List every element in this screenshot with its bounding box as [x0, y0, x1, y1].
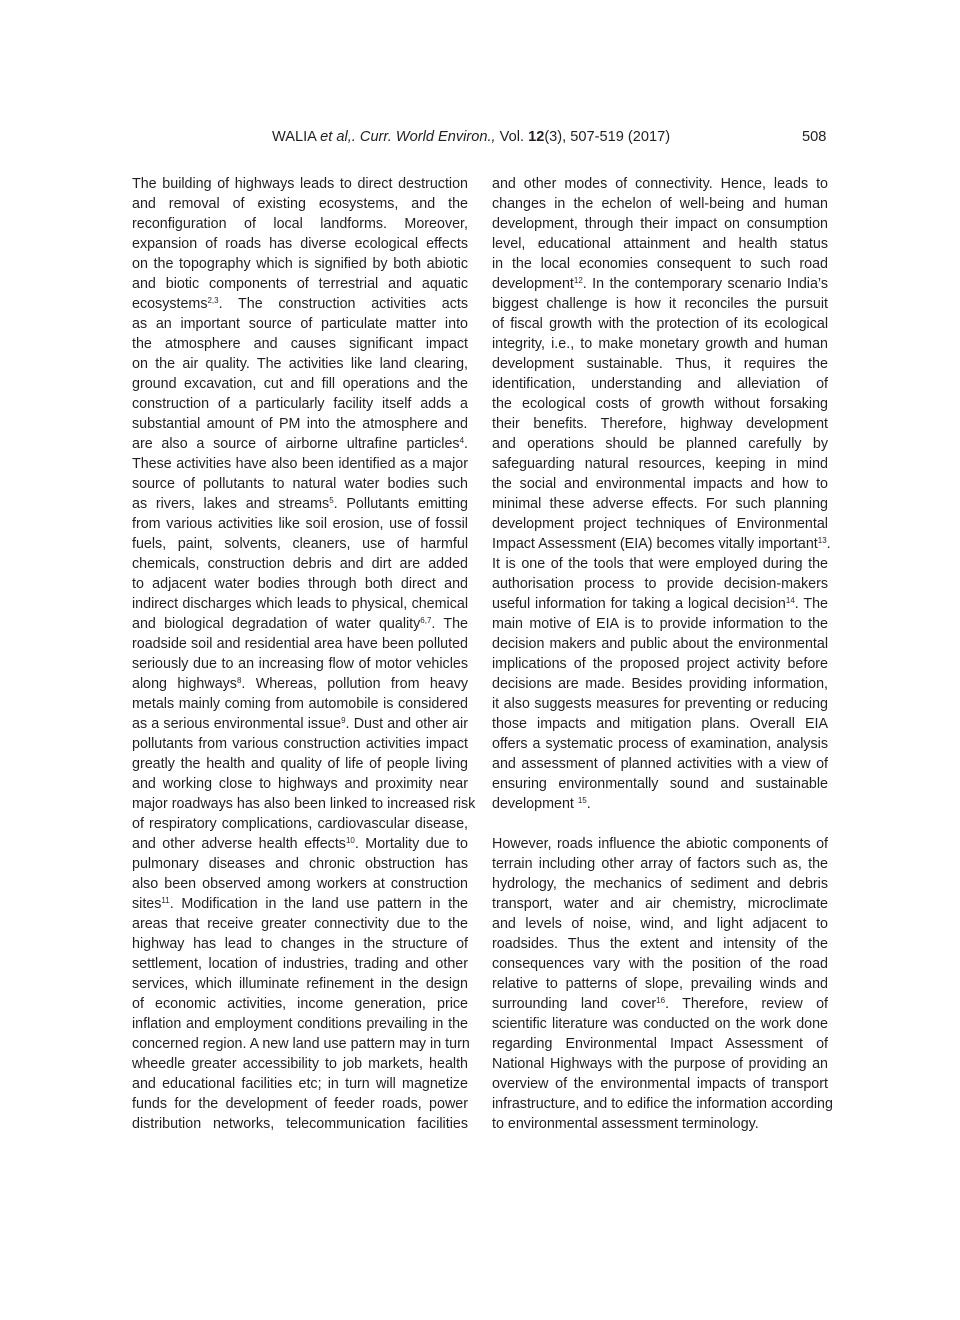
line-text: development sustainable. Thus, it requires the — [492, 356, 828, 372]
running-header — [0, 129, 960, 151]
text-line — [492, 1114, 828, 1134]
line-text: minimal these adverse effects. For such planning — [492, 496, 828, 512]
line-text: the social and environmental impacts and how to — [492, 476, 828, 492]
text-line — [492, 394, 828, 414]
line-text: major roadways has also been linked to increased risk — [132, 796, 476, 812]
line-text: to environmental assessment terminology. — [492, 1116, 759, 1132]
line-text: construction of a particularly facility itself adds a — [132, 396, 468, 412]
text-line — [492, 274, 828, 294]
line-text: wheedle greater accessibility to job markets, health — [132, 1056, 468, 1072]
line-text: consequences vary with the position of the road — [492, 956, 828, 972]
line-text-cont: . The — [431, 616, 468, 632]
text-line — [492, 1014, 828, 1034]
line-text: ground excavation, cut and fill operations and the — [132, 376, 468, 392]
line-text: substantial amount of PM into the atmosphere and — [132, 416, 468, 432]
line-text-cont: . In the contemporary scenario India’s — [582, 276, 828, 292]
text-line — [492, 714, 828, 734]
text-line — [132, 994, 468, 1014]
line-text: fuels, paint, solvents, cleaners, use of harmful — [132, 536, 468, 552]
text-line — [132, 1074, 468, 1094]
text-line — [132, 334, 468, 354]
text-line — [492, 794, 828, 814]
citation-superscript: 14 — [785, 596, 795, 605]
line-text: and biotic components of terrestrial and aquatic — [132, 276, 468, 292]
line-text: are also a source of airborne ultrafine particles — [132, 436, 460, 452]
line-text: pulmonary diseases and chronic obstruction has — [132, 856, 468, 872]
line-text: regarding Environmental Impact Assessment of — [492, 1036, 828, 1052]
citation-superscript: 11 — [161, 896, 170, 905]
line-text: integrity, i.e., to make monetary growth and human — [492, 336, 828, 352]
line-text: The building of highways leads to direct destruction — [132, 176, 468, 192]
citation-superscript: 15 — [577, 796, 587, 805]
text-line — [492, 174, 828, 194]
line-text: sites — [132, 896, 162, 912]
text-line — [132, 314, 468, 334]
text-line — [132, 934, 468, 954]
text-line — [492, 874, 828, 894]
line-text: as an important source of particulate matter into — [132, 316, 468, 332]
line-text: decision makers and public about the environmental — [492, 636, 828, 652]
line-text: decisions are made. Besides providing information, — [492, 676, 828, 692]
line-text-cont: . — [464, 436, 468, 452]
text-line — [132, 174, 468, 194]
line-text: and biological degradation of water quality — [132, 616, 421, 632]
line-text-cont: . Pollutants emitting — [333, 496, 469, 512]
line-text: of fiscal growth with the protection of its ecological — [492, 316, 828, 332]
line-text: surrounding land cover — [492, 996, 657, 1012]
text-line — [492, 414, 828, 434]
line-text: authorisation process to provide decision-makers — [492, 576, 828, 592]
volume-number: 12 — [528, 129, 545, 145]
citation-superscript: 16 — [656, 996, 666, 1005]
text-line — [132, 534, 468, 554]
line-text: greatly the health and quality of life of people living — [132, 756, 468, 772]
text-line — [132, 654, 468, 674]
line-text: as rivers, lakes and streams — [132, 496, 330, 512]
text-line — [132, 714, 468, 734]
text-line — [492, 454, 828, 474]
text-line — [132, 1014, 468, 1034]
line-text: It is one of the tools that were employed during the — [492, 556, 828, 572]
line-text: hydrology, the mechanics of sediment and debris — [492, 876, 828, 892]
text-line — [492, 614, 828, 634]
line-text: ensuring environmentally sound and sustainable — [492, 776, 828, 792]
journal-name: Curr. World Environ., — [359, 129, 496, 145]
et-al: et al,. — [320, 129, 356, 145]
text-line — [492, 974, 828, 994]
text-line — [492, 754, 828, 774]
line-text: source of pollutants to natural water bodies such — [132, 476, 468, 492]
citation-superscript: 12 — [573, 276, 583, 285]
text-line — [132, 1114, 468, 1134]
text-line — [132, 354, 468, 374]
text-line — [492, 314, 828, 334]
line-text: overview of the environmental impacts of transport — [492, 1076, 828, 1092]
line-text-cont: . The — [794, 596, 829, 612]
line-text: the ecological costs of growth without forsaking — [492, 396, 828, 412]
line-text-cont: . Whereas, pollution from heavy — [241, 676, 468, 692]
text-line — [492, 474, 828, 494]
line-text: as a serious environmental issue — [132, 716, 342, 732]
text-line — [132, 214, 468, 234]
line-text: However, roads influence the abiotic components of — [492, 836, 828, 852]
text-line — [492, 1074, 828, 1094]
text-line — [132, 814, 468, 834]
line-text: development, through their impact on consumption — [492, 216, 828, 232]
line-text: terrain including other array of factors such as, the — [492, 856, 828, 872]
page-number: 508 — [802, 129, 827, 145]
line-text: and educational facilities etc; in turn will magnetize — [132, 1076, 468, 1092]
text-line — [132, 394, 468, 414]
text-line — [492, 254, 828, 274]
line-text: and operations should be planned carefully by — [492, 436, 828, 452]
text-line — [132, 274, 468, 294]
text-line — [492, 214, 828, 234]
text-line — [132, 1034, 468, 1054]
text-line — [492, 354, 828, 374]
text-line — [132, 674, 468, 694]
text-line — [492, 1054, 828, 1074]
line-text: Impact Assessment (EIA) becomes vitally important — [492, 536, 818, 552]
line-text-cont: . — [586, 796, 591, 812]
text-line — [492, 294, 828, 314]
line-text: inflation and employment conditions prevailing in the — [132, 1016, 468, 1032]
text-line — [492, 934, 828, 954]
line-text: expansion of roads has diverse ecological effects — [132, 236, 468, 252]
text-line — [132, 594, 468, 614]
line-text-cont: . Modification in the land use pattern in the — [169, 896, 468, 912]
text-line — [132, 574, 468, 594]
line-text: development project techniques of Environmental — [492, 516, 828, 532]
text-line — [132, 614, 468, 634]
line-text: identification, understanding and alleviation of — [492, 376, 828, 392]
text-line — [492, 234, 828, 254]
right-column — [492, 174, 833, 1134]
line-text: offers a systematic process of examination, analysis — [492, 736, 828, 752]
line-text: development — [492, 796, 578, 812]
text-line — [492, 654, 828, 674]
journal-citation — [272, 129, 670, 145]
line-text: seriously due to an increasing flow of motor vehicles — [132, 656, 468, 672]
text-line — [492, 674, 828, 694]
line-text: indirect discharges which leads to physical, chemical — [132, 596, 468, 612]
line-text-cont: . Mortality due to — [354, 836, 468, 852]
line-text: reconfiguration of local landforms. Moreover, — [132, 216, 468, 232]
line-text: roadside soil and residential area have been polluted — [132, 636, 468, 652]
text-line — [132, 874, 468, 894]
line-text: funds for the development of feeder roads, power — [132, 1096, 468, 1112]
line-text: metals mainly coming from automobile is considered — [132, 696, 468, 712]
text-line — [132, 834, 468, 854]
citation-superscript: 5 — [329, 496, 334, 505]
line-text-cont: . Therefore, review of — [665, 996, 828, 1012]
line-text: and assessment of planned activities with a view of — [492, 756, 828, 772]
line-text: safeguarding natural resources, keeping in mind — [492, 456, 828, 472]
line-text: infrastructure, and to edifice the information according — [492, 1096, 833, 1112]
line-text: relative to patterns of slope, prevailing winds and — [492, 976, 828, 992]
line-text: and working close to highways and proximity near — [132, 776, 468, 792]
text-line — [492, 994, 828, 1014]
text-line — [132, 234, 468, 254]
text-line — [132, 914, 468, 934]
text-line — [132, 514, 468, 534]
line-text: also been observed among workers at construction — [132, 876, 468, 892]
line-text: pollutants from various construction activities impact — [132, 736, 468, 752]
text-line — [132, 954, 468, 974]
citation-superscript: 13 — [817, 536, 827, 545]
line-text: roadsides. Thus the extent and intensity of the — [492, 936, 828, 952]
text-line — [132, 454, 468, 474]
line-text: development — [492, 276, 574, 292]
text-line — [132, 1054, 468, 1074]
text-line — [132, 494, 468, 514]
text-line — [492, 634, 828, 654]
text-line — [132, 974, 468, 994]
line-text-cont: . Dust and other air — [345, 716, 468, 732]
line-text: useful information for taking a logical decision — [492, 596, 786, 612]
text-line — [492, 194, 828, 214]
text-line — [492, 374, 828, 394]
line-text: it also suggests measures for preventing or reducing — [492, 696, 828, 712]
text-line — [132, 694, 468, 714]
left-column — [132, 174, 476, 1134]
line-text-cont: . — [826, 536, 831, 552]
line-text: implications of the proposed project activity before — [492, 656, 828, 672]
text-line — [132, 1094, 468, 1114]
text-line — [132, 894, 468, 914]
author-name: WALIA — [272, 129, 317, 145]
text-line — [492, 494, 828, 514]
line-text: areas that receive greater connectivity due to the — [132, 916, 468, 932]
text-line — [492, 594, 828, 614]
line-text: settlement, location of industries, trading and other — [132, 956, 468, 972]
line-text: the atmosphere and causes significant impact — [132, 336, 468, 352]
citation-superscript: 9 — [341, 716, 346, 725]
text-line — [132, 474, 468, 494]
text-line — [132, 634, 468, 654]
text-line — [132, 194, 468, 214]
citation-superscript: 10 — [345, 836, 355, 845]
text-line — [492, 734, 828, 754]
text-line — [492, 694, 828, 714]
text-line — [492, 534, 831, 554]
text-line — [132, 294, 468, 314]
line-text: those impacts and mitigation plans. Overall EIA — [492, 716, 828, 732]
line-text: and other adverse health effects — [132, 836, 346, 852]
citation-superscript: 8 — [236, 676, 242, 685]
line-text: of respiratory complications, cardiovascular disease, — [132, 816, 468, 832]
line-text: and levels of noise, wind, and light adjacent to — [492, 916, 828, 932]
text-line — [492, 894, 828, 914]
text-line — [492, 334, 828, 354]
text-line — [492, 554, 828, 574]
text-line — [132, 794, 476, 814]
line-text: along highways — [132, 676, 237, 692]
text-line — [492, 834, 828, 854]
text-line — [132, 414, 468, 434]
text-line — [492, 434, 828, 454]
text-line — [492, 574, 828, 594]
line-text: in the local economies consequent to such road — [492, 256, 828, 272]
line-text: National Highways with the purpose of providing an — [492, 1056, 828, 1072]
line-text: their benefits. Therefore, highway development — [492, 416, 828, 432]
text-line — [132, 554, 468, 574]
text-line — [132, 434, 468, 454]
line-text: highway has lead to changes in the structure of — [132, 936, 468, 952]
text-line — [492, 954, 828, 974]
line-text: scientific literature was conducted on the work done — [492, 1016, 828, 1032]
line-text: chemicals, construction debris and dirt are added — [132, 556, 468, 572]
text-line — [492, 514, 828, 534]
line-text: concerned region. A new land use pattern may in turn — [132, 1036, 470, 1052]
line-text: ecosystems — [132, 296, 208, 312]
line-text: level, educational attainment and health status — [492, 236, 828, 252]
line-text-cont: . The construction activities acts — [218, 296, 468, 312]
line-text: main motive of EIA is to provide information to the — [492, 616, 828, 632]
citation-superscript: 6,7 — [420, 616, 432, 625]
line-text: from various activities like soil erosion, use of fossil — [132, 516, 468, 532]
line-text: and other modes of connectivity. Hence, leads to — [492, 176, 828, 192]
paragraph-gap — [492, 814, 828, 834]
text-line — [492, 914, 828, 934]
text-line — [492, 1034, 828, 1054]
citation-superscript: 4 — [459, 436, 465, 445]
line-text: transport, water and air chemistry, microclimate — [492, 896, 828, 912]
text-line — [132, 734, 468, 754]
line-text: of economic activities, income generation, price — [132, 996, 468, 1012]
text-line — [132, 374, 468, 394]
text-line — [492, 854, 828, 874]
line-text: and removal of existing ecosystems, and the — [132, 196, 468, 212]
text-line — [132, 774, 468, 794]
text-line — [132, 254, 468, 274]
line-text: distribution networks, telecommunication facilities — [132, 1116, 468, 1132]
text-line — [132, 854, 468, 874]
text-line — [132, 754, 468, 774]
line-text: on the topography which is signified by both abiotic — [132, 256, 468, 272]
text-line — [492, 1094, 833, 1114]
line-text: to adjacent water bodies through both direct and — [132, 576, 468, 592]
volume-label: Vol. — [499, 129, 525, 145]
line-text: on the air quality. The activities like land clearing, — [132, 356, 468, 372]
text-line — [492, 774, 828, 794]
line-text: biggest challenge is how it reconciles the pursuit — [492, 296, 828, 312]
line-text: changes in the echelon of well-being and human — [492, 196, 828, 212]
line-text: These activities have also been identified as a major — [132, 456, 468, 472]
line-text: services, which illuminate refinement in the design — [132, 976, 468, 992]
issue-pages-year: (3), 507-519 (2017) — [544, 129, 671, 145]
citation-superscript: 2,3 — [207, 296, 219, 305]
